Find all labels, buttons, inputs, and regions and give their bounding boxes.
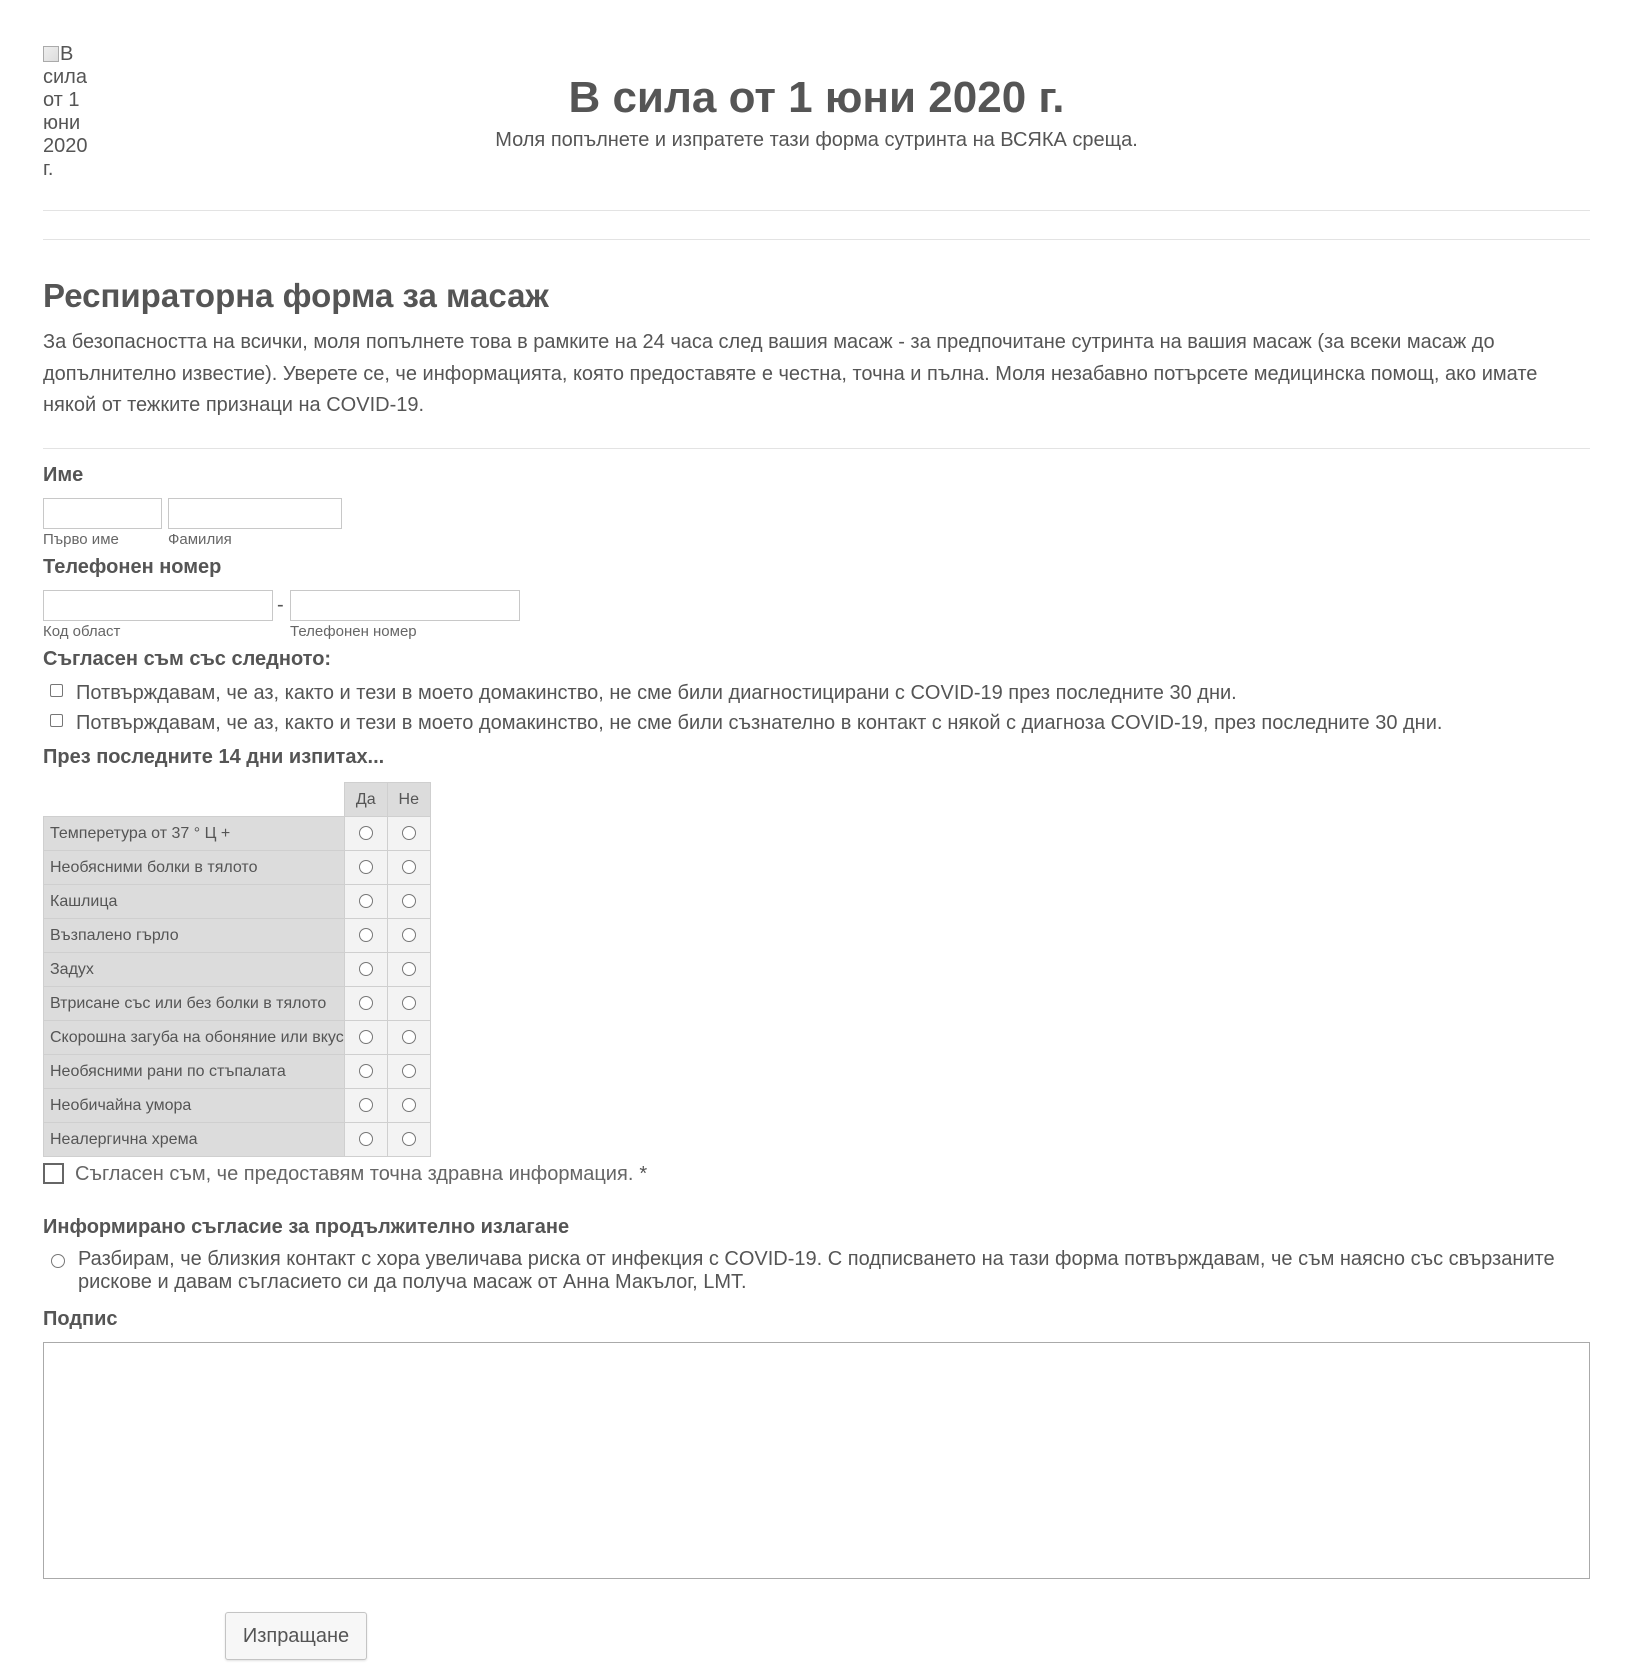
page-title: В сила от 1 юни 2020 г.	[568, 73, 1065, 122]
no-radio[interactable]	[402, 894, 416, 908]
phone-separator: -	[277, 594, 284, 616]
symptom-label: Кашлица	[44, 885, 345, 919]
agree-option-2-label: Потвърждавам, че аз, както и тези в моето домакинство, не сме били съзнателно в контакт с някой с диагноза COVID-19, през последните 30 дни.	[76, 712, 1443, 734]
symptoms-matrix	[43, 782, 431, 1157]
agree-option-1-label: Потвърждавам, че аз, както и тези в моето домакинство, не сме били диагностицирани с COVID-19 през последните 30 дни.	[76, 682, 1237, 704]
yes-radio[interactable]	[359, 860, 373, 874]
no-radio[interactable]	[402, 860, 416, 874]
name-label: Име	[43, 464, 84, 486]
yes-radio[interactable]	[359, 894, 373, 908]
health-agree-label	[75, 1161, 647, 1187]
radio-cell-yes	[344, 817, 387, 851]
no-radio[interactable]	[402, 928, 416, 942]
radio-cell-yes	[344, 1089, 387, 1123]
radio-cell-yes	[344, 851, 387, 885]
symptom-label: Възпалено гърло	[44, 919, 345, 953]
first-name-sublabel: Първо име	[43, 531, 119, 548]
symptom-label: Необясними болки в тялото	[44, 851, 345, 885]
phone-number-input[interactable]	[290, 590, 520, 621]
health-agree-text: Съгласен съм, че предоставям точна здравна информация.	[75, 1163, 634, 1185]
radio-cell-no	[387, 1055, 430, 1089]
radio-cell-yes	[344, 1021, 387, 1055]
consent-radio[interactable]	[51, 1254, 65, 1268]
no-radio[interactable]	[402, 1098, 416, 1112]
radio-cell-yes	[344, 1055, 387, 1089]
matrix-corner	[44, 783, 345, 817]
divider	[43, 239, 1590, 240]
radio-cell-yes	[344, 953, 387, 987]
last-name-input[interactable]	[168, 498, 342, 529]
symptom-label: Втрисане със или без болки в тялото	[44, 987, 345, 1021]
divider	[43, 448, 1590, 449]
yes-radio[interactable]	[359, 1064, 373, 1078]
no-radio[interactable]	[402, 1132, 416, 1146]
table-row	[44, 1055, 431, 1089]
symptom-label: Необичайна умора	[44, 1089, 345, 1123]
yes-radio[interactable]	[359, 1030, 373, 1044]
required-mark: *	[639, 1163, 648, 1185]
radio-cell-yes	[344, 919, 387, 953]
phone-label: Телефонен номер	[43, 556, 222, 578]
table-row	[44, 987, 431, 1021]
table-row	[44, 885, 431, 919]
radio-cell-yes	[344, 987, 387, 1021]
matrix-header-row	[44, 783, 431, 817]
consent-option-label: Разбирам, че близкия контакт с хора увеличава риска от инфекция с COVID-19. С подписването на тази форма потвърждавам, че съм наясно със свързаните рискове и давам съгласието си да получа масаж от Анна Макълог, LMT.	[78, 1248, 1555, 1293]
radio-cell-no	[387, 851, 430, 885]
broken-image-icon	[43, 46, 59, 62]
radio-cell-no	[387, 1021, 430, 1055]
radio-cell-no	[387, 885, 430, 919]
agree-section-label: Съгласен съм със следното:	[43, 648, 332, 670]
table-row	[44, 851, 431, 885]
symptom-label: Неалергична хрема	[44, 1123, 345, 1157]
no-radio[interactable]	[402, 962, 416, 976]
radio-cell-no	[387, 1123, 430, 1157]
symptom-label: Необясними рани по стъпалата	[44, 1055, 345, 1089]
signature-pad[interactable]	[43, 1342, 1590, 1579]
divider	[43, 210, 1590, 211]
table-row	[44, 953, 431, 987]
page-subtitle: Моля попълнете и изпратете тази форма сутринта на ВСЯКА среща.	[495, 129, 1138, 151]
symptom-label: Скорошна загуба на обоняние или вкус	[44, 1021, 345, 1055]
table-row	[44, 1123, 431, 1157]
radio-cell-no	[387, 1089, 430, 1123]
radio-cell-yes	[344, 1123, 387, 1157]
area-code-input[interactable]	[43, 590, 273, 621]
informed-consent-label: Информирано съгласие за продължително излагане	[43, 1216, 570, 1238]
agree-option-1-checkbox[interactable]	[50, 684, 63, 697]
column-no: Не	[387, 783, 430, 817]
symptom-label: Задух	[44, 953, 345, 987]
phone-number-sublabel: Телефонен номер	[290, 623, 417, 640]
submit-button[interactable]: Изпращане	[225, 1612, 367, 1660]
no-radio[interactable]	[402, 1064, 416, 1078]
symptom-label: Темперетура от 37 ° Ц +	[44, 817, 345, 851]
radio-cell-no	[387, 953, 430, 987]
yes-radio[interactable]	[359, 962, 373, 976]
radio-cell-no	[387, 987, 430, 1021]
form-title: Респираторна форма за масаж	[43, 277, 549, 314]
yes-radio[interactable]	[359, 1132, 373, 1146]
no-radio[interactable]	[402, 826, 416, 840]
form-description: За безопасността на всички, моля попълнете това в рамките на 24 часа след вашия масаж - за предпочитане сутринта на вашия масаж (за всеки масаж до допълнително известие). Уверете се, че информацията, която предоставяте е честна, точна и пълна. Моля незабавно потърсете медицинска помощ, ако имате някой от тежките признаци на COVID-19.	[43, 331, 1538, 416]
table-row	[44, 1089, 431, 1123]
agree-option-2[interactable]	[50, 710, 1442, 736]
yes-radio[interactable]	[359, 1098, 373, 1112]
radio-cell-no	[387, 919, 430, 953]
area-code-sublabel: Код област	[43, 623, 121, 640]
signature-label: Подпис	[43, 1308, 118, 1330]
logo-alt-text: В сила от 1 юни 2020 г.	[43, 43, 88, 180]
radio-cell-yes	[344, 885, 387, 919]
first-name-input[interactable]	[43, 498, 162, 529]
form-header	[43, 43, 1590, 211]
yes-radio[interactable]	[359, 826, 373, 840]
yes-radio[interactable]	[359, 928, 373, 942]
health-agree-checkbox[interactable]	[43, 1163, 64, 1184]
table-row	[44, 919, 431, 953]
agree-option-2-checkbox[interactable]	[50, 714, 63, 727]
yes-radio[interactable]	[359, 996, 373, 1010]
last-name-sublabel: Фамилия	[168, 531, 232, 548]
no-radio[interactable]	[402, 996, 416, 1010]
symptoms-label: През последните 14 дни изпитах...	[43, 746, 385, 768]
column-yes: Да	[344, 783, 387, 817]
table-row	[44, 817, 431, 851]
agree-option-1[interactable]	[50, 680, 1237, 706]
no-radio[interactable]	[402, 1030, 416, 1044]
table-row	[44, 1021, 431, 1055]
radio-cell-no	[387, 817, 430, 851]
